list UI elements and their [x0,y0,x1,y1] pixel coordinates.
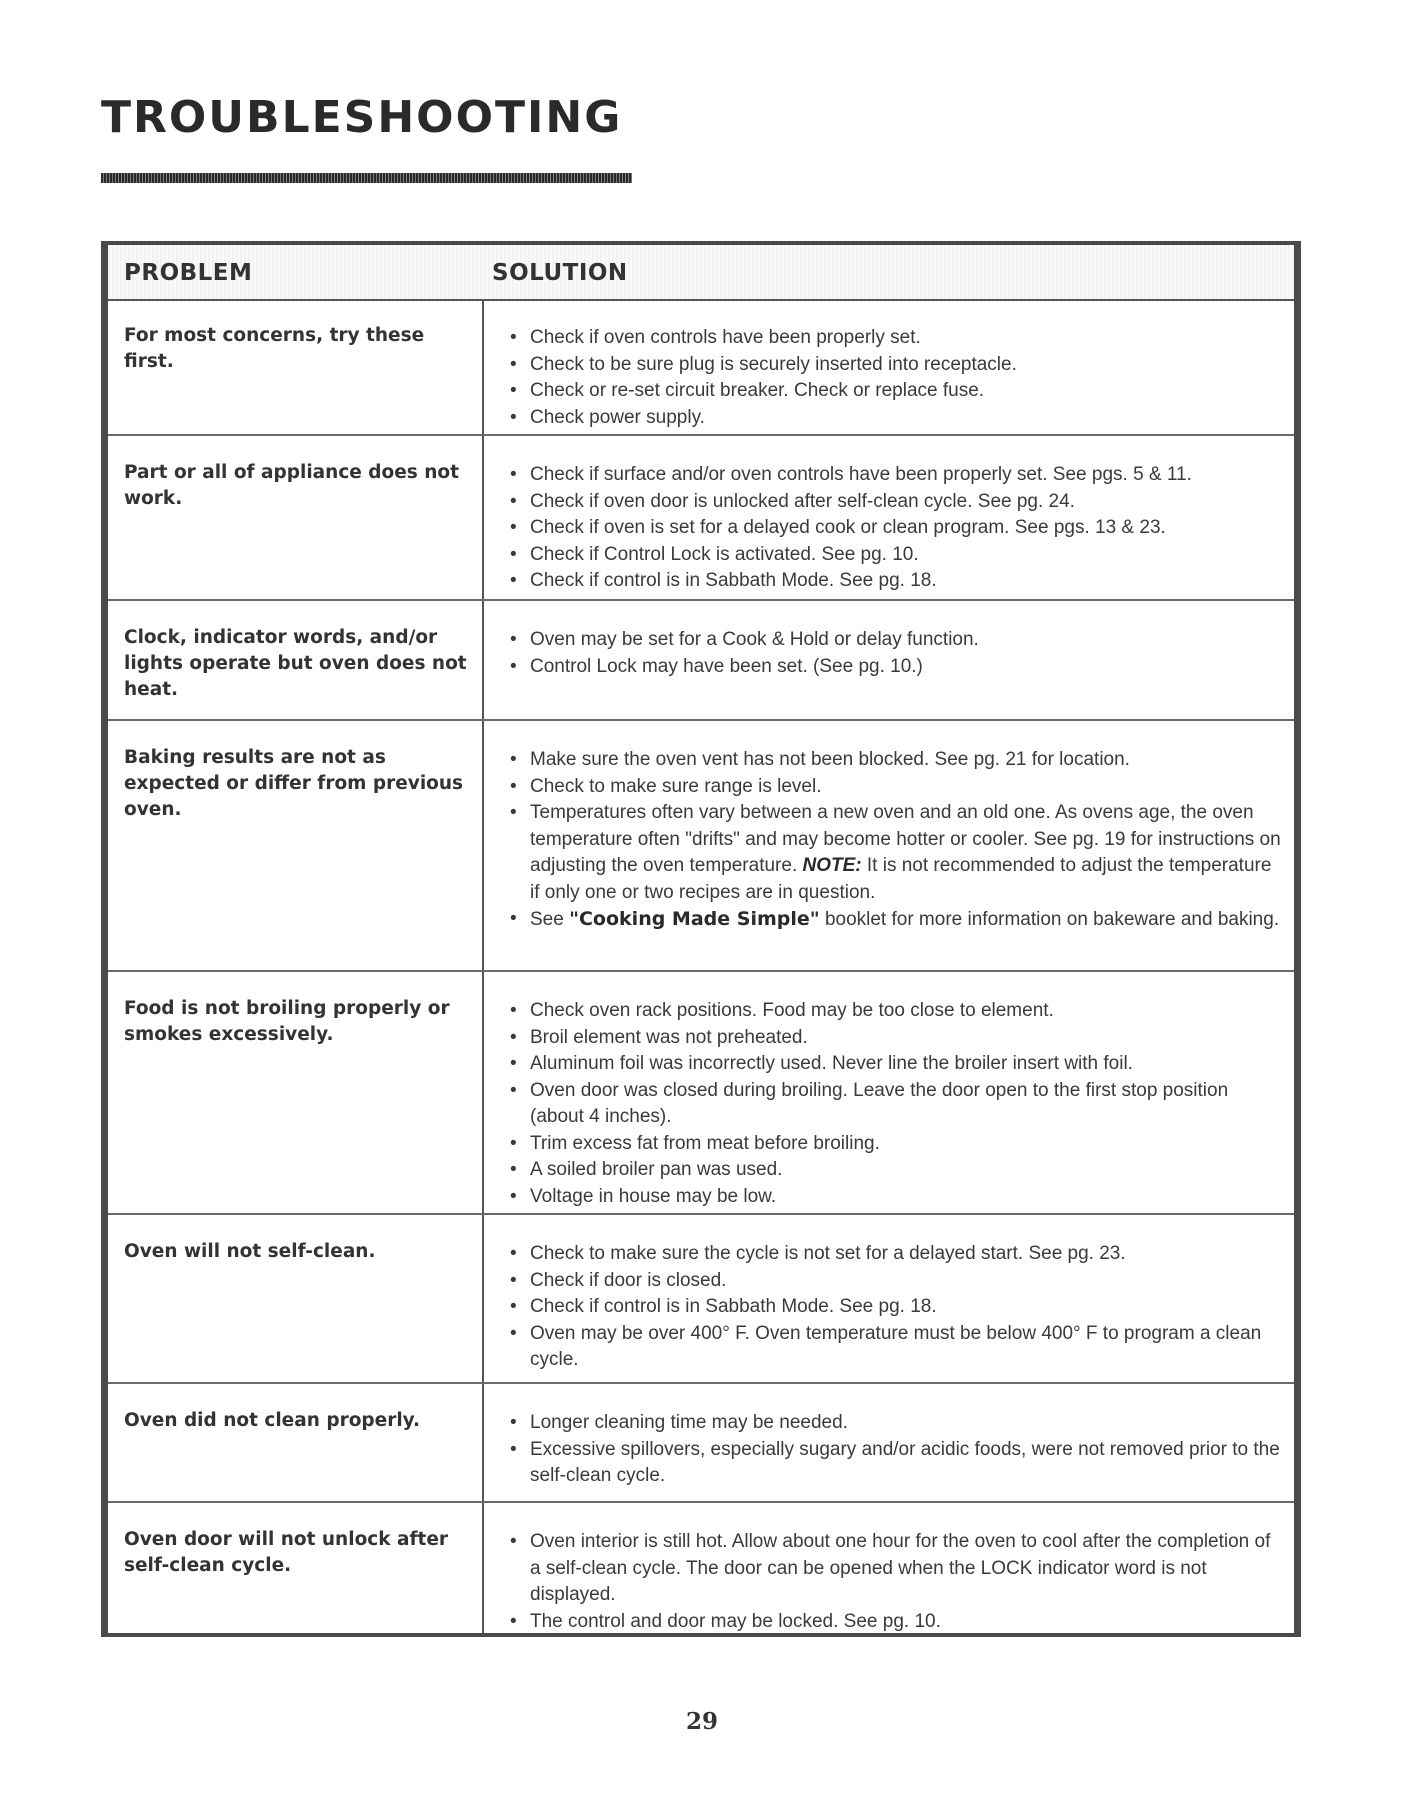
solution-list [504,1529,1282,1635]
solution-item: • Check if oven door is unlocked after self-clean cycle. See pg. 24. [510,490,1075,512]
solution-item: • Check oven rack positions. Food may be too close to element. [510,1000,1054,1021]
solution-text: Check if control is in Sabbath Mode. See pg. 18. [530,570,937,591]
solution-item: • Check power supply. [510,406,705,428]
problem-column-header: PROBLEM [124,260,253,286]
solution-text: A soiled broiler pan was used. [530,1159,783,1180]
solution-text: Broil element was not preheated. [530,1026,808,1048]
page-title: TROUBLESHOOTING [101,92,623,143]
solution-text: Check oven rack positions. Food may be too close to element. [530,1000,1054,1021]
problem-cell: Oven will not self-clean. [124,1241,376,1262]
table-row [108,1503,1294,1637]
solution-item: • Oven interior is still hot. Allow about one hour for the oven to cool after the completion of a self-clean cycle. The door can be opened when the LOCK indicator word is not displayed. [510,1531,1271,1605]
solution-list [504,1410,1282,1490]
table-row [108,601,1294,721]
title-underline [101,173,632,183]
problem-cell: Food is not broiling properly or smokes excessively. [124,998,450,1045]
solution-text: Oven door was closed during broiling. Leave the door open to the first stop position (about 4 inches). [530,1079,1229,1127]
solution-text: Check to make sure range is level. [530,775,822,797]
solution-item: • Check if oven controls have been properly set. [510,327,921,348]
solution-text: Check if oven is set for a delayed cook or clean program. See pgs. 13 & 23. [530,517,1166,538]
solution-text: Check if surface and/or oven controls have been properly set. See pgs. 5 & 11. [530,464,1192,485]
solution-item: • Check if control is in Sabbath Mode. See pg. 18. [510,1296,937,1317]
solution-item: • Check if door is closed. [510,1269,727,1291]
table-row [108,721,1294,972]
solution-list [504,325,1282,431]
solution-item: • Check to make sure the cycle is not set for a delayed start. See pg. 23. [510,1243,1126,1264]
solution-text: Make sure the oven vent has not been blocked. See pg. 21 for location. [530,749,1130,770]
solution-text: Check to be sure plug is securely inserted into receptacle. [530,353,1017,375]
page-number: 29 [685,1708,718,1735]
solution-list [504,747,1282,934]
problem-cell: Part or all of appliance does not work. [124,462,459,509]
solution-item: • Check if control is in Sabbath Mode. See pg. 18. [510,570,937,591]
solution-text: Aluminum foil was incorrectly used. Never line the broiler insert with foil. [530,1053,1133,1074]
solution-item: • Voltage in house may be low. [510,1185,777,1207]
solution-list [504,1241,1282,1374]
solution-item: • Make sure the oven vent has not been blocked. See pg. 21 for location. [510,749,1130,770]
solution-text: Temperatures often vary between a new oven and an old one. As ovens age, the oven temperature often "drifts" and may become hotter or cooler. See pg. 19 for instructions on adjusting the oven temperature. [530,802,1281,876]
solution-text: Check if door is closed. [530,1269,727,1291]
solution-text: See [530,909,564,930]
table-row [108,299,1294,436]
solution-column-header: SOLUTION [492,260,628,286]
solution-text: The control and door may be locked. See pg. 10. [530,1610,941,1632]
solution-item: • Check or re-set circuit breaker. Check or replace fuse. [510,380,985,401]
solution-text: Check if oven controls have been properly set. [530,327,921,348]
solution-item: • See "Cooking Made Simple" booklet for more information on bakeware and baking. [510,908,1280,930]
solution-text: Oven may be set for a Cook & Hold or delay function. [530,629,979,650]
problem-cell: Baking results are not as expected or differ from previous oven. [124,747,464,820]
problem-cell: Oven did not clean properly. [124,1410,421,1431]
solution-item: • Excessive spillovers, especially sugary and/or acidic foods, were not removed prior to the self-clean cycle. [510,1438,1280,1486]
solution-item: • Check to make sure range is level. [510,775,822,797]
solution-text: Check if Control Lock is activated. See pg. 10. [530,543,919,565]
solution-item: • Check if surface and/or oven controls have been properly set. See pgs. 5 & 11. [510,464,1192,485]
solution-text: Oven interior is still hot. Allow about one hour for the oven to cool after the completion of a self-clean cycle. The door can be opened when the LOCK indicator word is not displayed. [530,1531,1271,1605]
solution-text: Check if oven door is unlocked after self-clean cycle. See pg. 24. [530,490,1075,512]
solution-text: It is not recommended to adjust the temperature if only one or two recipes are in question. [530,855,1272,903]
solution-list [504,998,1282,1210]
solution-text: Oven may be over 400° F. Oven temperature must be below 400° F to program a clean cycle. [530,1322,1262,1370]
solution-item: • Aluminum foil was incorrectly used. Never line the broiler insert with foil. [510,1053,1133,1074]
solution-item: • Oven may be over 400° F. Oven temperature must be below 400° F to program a clean cycle. [510,1322,1262,1370]
solution-item: • Check if Control Lock is activated. See pg. 10. [510,543,919,565]
solution-text: Check power supply. [530,406,705,428]
problem-cell: Oven door will not unlock after self-clean cycle. [124,1529,449,1576]
solution-text: Check to make sure the cycle is not set for a delayed start. See pg. 23. [530,1243,1126,1264]
table-header [108,245,1294,301]
solution-text: Check or re-set circuit breaker. Check or replace fuse. [530,380,985,401]
booklet-title: "Cooking Made Simple" [569,908,820,930]
solution-item: • Oven may be set for a Cook & Hold or delay function. [510,629,979,650]
solution-item: • Trim excess fat from meat before broiling. [510,1132,880,1154]
solution-item: • Broil element was not preheated. [510,1026,808,1048]
solution-item: • A soiled broiler pan was used. [510,1159,783,1180]
solution-text: Control Lock may have been set. (See pg. 10.) [530,655,923,677]
solution-item: • Temperatures often vary between a new oven and an old one. As ovens age, the oven temperature often "drifts" and may become hotter or cooler. See pg. 19 for instructions on adjusting the oven temperature. NOTE: It is not recommended to adjust the temperature if only one or two recipes are in question. [510,802,1281,903]
solution-item: • The control and door may be locked. See pg. 10. [510,1610,941,1632]
table-row [108,972,1294,1215]
solution-text: booklet for more information on bakeware and baking. [824,909,1280,930]
problem-cell: Clock, indicator words, and/or lights operate but oven does not heat. [124,627,467,700]
solution-text: Longer cleaning time may be needed. [530,1412,848,1433]
table-row [108,1384,1294,1503]
note-label: NOTE: [802,855,862,876]
solution-text: Trim excess fat from meat before broiling. [530,1132,880,1154]
solution-item: • Longer cleaning time may be needed. [510,1412,848,1433]
table-row [108,1215,1294,1384]
solution-item: • Control Lock may have been set. (See pg. 10.) [510,655,923,677]
solution-text: Excessive spillovers, especially sugary and/or acidic foods, were not removed prior to the self-clean cycle. [530,1438,1280,1486]
solution-text: Voltage in house may be low. [530,1185,777,1207]
solution-item: • Check if oven is set for a delayed cook or clean program. See pgs. 13 & 23. [510,517,1166,538]
solution-item: • Check to be sure plug is securely inserted into receptacle. [510,353,1017,375]
solution-list [504,462,1282,595]
troubleshooting-table [101,241,1301,1637]
solution-text: Check if control is in Sabbath Mode. See pg. 18. [530,1296,937,1317]
table-row [108,436,1294,601]
solution-list [504,627,1282,680]
problem-cell: For most concerns, try these first. [124,325,425,372]
solution-item: • Oven door was closed during broiling. Leave the door open to the first stop position (about 4 inches). [510,1079,1229,1127]
